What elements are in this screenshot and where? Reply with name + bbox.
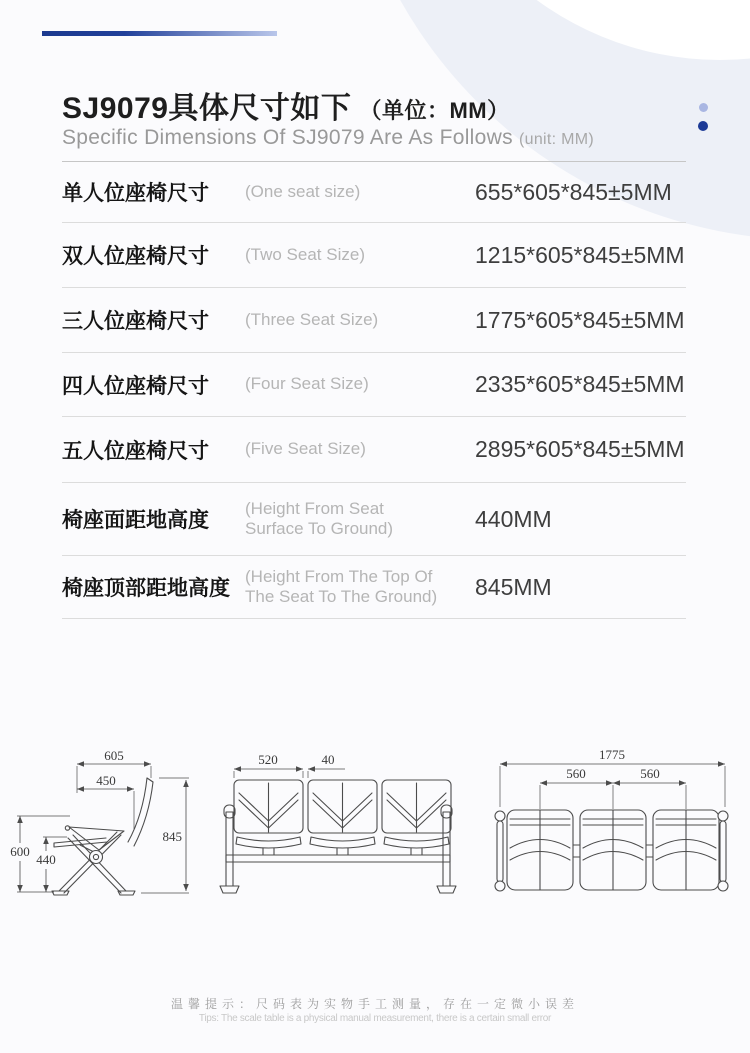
bench-front-outline <box>220 780 456 893</box>
row-label-en: (Five Seat Size) <box>245 439 366 459</box>
accent-dot-light <box>699 103 708 112</box>
row-label-zh: 单人位座椅尺寸 <box>62 182 209 205</box>
row-label-zh: 椅座顶部距地高度 <box>62 577 230 600</box>
dim-label-560-right: 560 <box>640 766 660 781</box>
row-value: 655*605*845±5MM <box>475 178 672 205</box>
row-value: 440MM <box>475 505 552 532</box>
accent-dot-dark <box>698 121 708 131</box>
row-label-zh: 四人位座椅尺寸 <box>62 374 209 398</box>
front-view-drawing <box>212 748 464 898</box>
row-label-en: (Three Seat Size) <box>245 309 379 329</box>
page-title <box>62 83 510 127</box>
row-label-en: (Height From The Top Of The Seat To The Ground) <box>245 566 438 606</box>
row-value: 1775*605*845±5MM <box>475 306 685 333</box>
end-leg <box>220 805 239 893</box>
row-label-zh: 椅座面距地高度 <box>62 509 209 532</box>
end-leg <box>437 805 456 893</box>
table-row <box>62 162 686 223</box>
table-row <box>62 417 686 483</box>
armrest-rear <box>495 811 505 891</box>
table-row <box>62 556 686 619</box>
seat-back-rear <box>507 810 573 890</box>
page-subtitle-unit: (unit: MM) <box>519 131 595 148</box>
front-view-dimensions <box>234 752 345 778</box>
dim-label-600: 600 <box>10 844 30 859</box>
row-label-en: (One seat size) <box>245 181 361 201</box>
seat-back <box>234 780 303 855</box>
chair-side-outline <box>52 778 153 895</box>
rear-view-drawing <box>478 745 740 903</box>
dim-label-560-left: 560 <box>566 766 586 781</box>
row-value: 2895*605*845±5MM <box>475 436 685 462</box>
dim-label-520: 520 <box>258 752 278 767</box>
seat-back-rear <box>580 810 646 890</box>
dim-label-605: 605 <box>104 748 124 763</box>
table-row <box>62 353 686 417</box>
footer-tip-en: Tips: The scale table is a physical manual measurement, there is a certain small error <box>198 1013 552 1024</box>
rear-view-dimensions <box>500 747 725 809</box>
row-value: 1215*605*845±5MM <box>475 241 685 268</box>
table-row <box>62 483 686 556</box>
table-row <box>62 223 686 288</box>
row-value: 845MM <box>475 573 552 600</box>
dim-label-845: 845 <box>162 829 182 844</box>
row-label-zh: 三人位座椅尺寸 <box>62 310 209 333</box>
row-label-en: (Height From Seat Surface To Ground) <box>245 498 394 538</box>
table-row <box>62 288 686 353</box>
dimension-spec-table <box>62 162 686 619</box>
page-subtitle <box>62 126 594 150</box>
row-value: 2335*605*845±5MM <box>475 371 685 397</box>
page-subtitle-en: Specific Dimensions Of SJ9079 Are As Follows <box>62 126 513 149</box>
dim-label-1775: 1775 <box>599 747 625 762</box>
row-label-en: (Four Seat Size) <box>245 374 369 394</box>
dim-label-440: 440 <box>36 852 56 867</box>
page-title-zh: SJ9079具体尺寸如下 <box>62 92 352 125</box>
side-view-drawing <box>10 745 205 905</box>
accent-bar <box>42 31 277 36</box>
seat-back-rear <box>653 810 719 890</box>
row-label-en: (Two Seat Size) <box>245 244 365 264</box>
row-label-zh: 五人位座椅尺寸 <box>62 439 209 463</box>
dim-label-450: 450 <box>96 773 116 788</box>
row-label-zh: 双人位座椅尺寸 <box>62 245 209 268</box>
support-beam <box>226 855 450 862</box>
seat-back <box>308 780 377 855</box>
seat-back <box>382 780 451 855</box>
bench-rear-outline <box>495 810 728 891</box>
page-title-unit: （单位：MM） <box>359 98 510 123</box>
dim-label-40: 40 <box>321 752 335 767</box>
footer-tip-zh: 温馨提示：尺码表为实物手工测量，存在一定微小误差 <box>170 997 579 1011</box>
